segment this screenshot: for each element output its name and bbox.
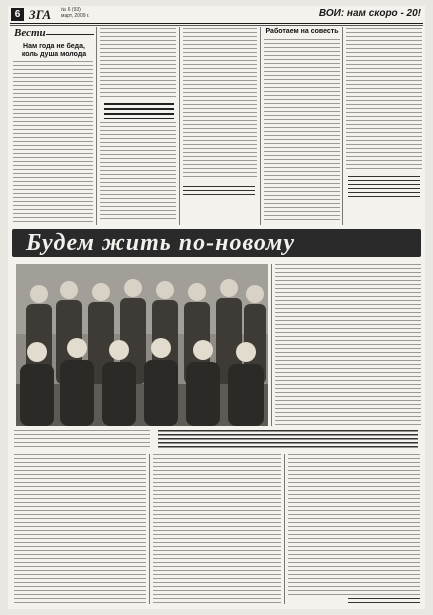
headline-col2 [104,103,174,119]
headline-col1 [15,43,93,59]
signature-area [183,178,257,222]
rubric-underline [46,34,94,35]
article-text-col4 [264,39,340,223]
header-rule-thin [10,25,423,26]
article-text-col2-top [100,28,176,100]
section-runner: ВОИ: нам скоро - 20! [318,8,421,19]
column-rule [260,27,261,225]
article-text-right-of-photo [275,264,421,426]
column-rule [271,264,272,426]
column-rule [149,454,150,604]
article-text-col2 [100,122,176,222]
group-photo [16,264,268,426]
article-text-lower-col2 [153,454,281,604]
article-text-lower-left [14,430,150,450]
author-signature [348,176,420,200]
column-rule [342,27,343,225]
section-rubric: Вести [14,27,46,39]
main-article-title: Будем жить по-новому [26,230,296,256]
headline-col4: Работаем на совесть [265,28,339,35]
author-signature [348,598,420,604]
header-rule [10,23,423,24]
article-text-lower-col3 [288,454,420,596]
author-signature [183,186,255,196]
issue-number: № 6 (93) [61,7,81,13]
masthead: ЗГА [29,7,52,22]
article-lead-paragraph [158,430,418,450]
article-text-col3 [183,28,257,178]
article-text-lower-col1 [14,454,146,604]
headline-col1-line1: Нам года не беда, [23,43,85,50]
issue-date: март, 2009 г. [61,13,90,19]
headline-col1-line2: коль душа молода [21,51,87,58]
column-rule [179,27,180,225]
article-text-col1 [13,61,93,223]
newspaper-page [8,6,425,609]
column-rule [96,27,97,225]
column-rule [284,454,285,604]
page-number: 6 [11,8,24,21]
issue-info [61,7,90,19]
article-text-col5 [346,28,422,170]
